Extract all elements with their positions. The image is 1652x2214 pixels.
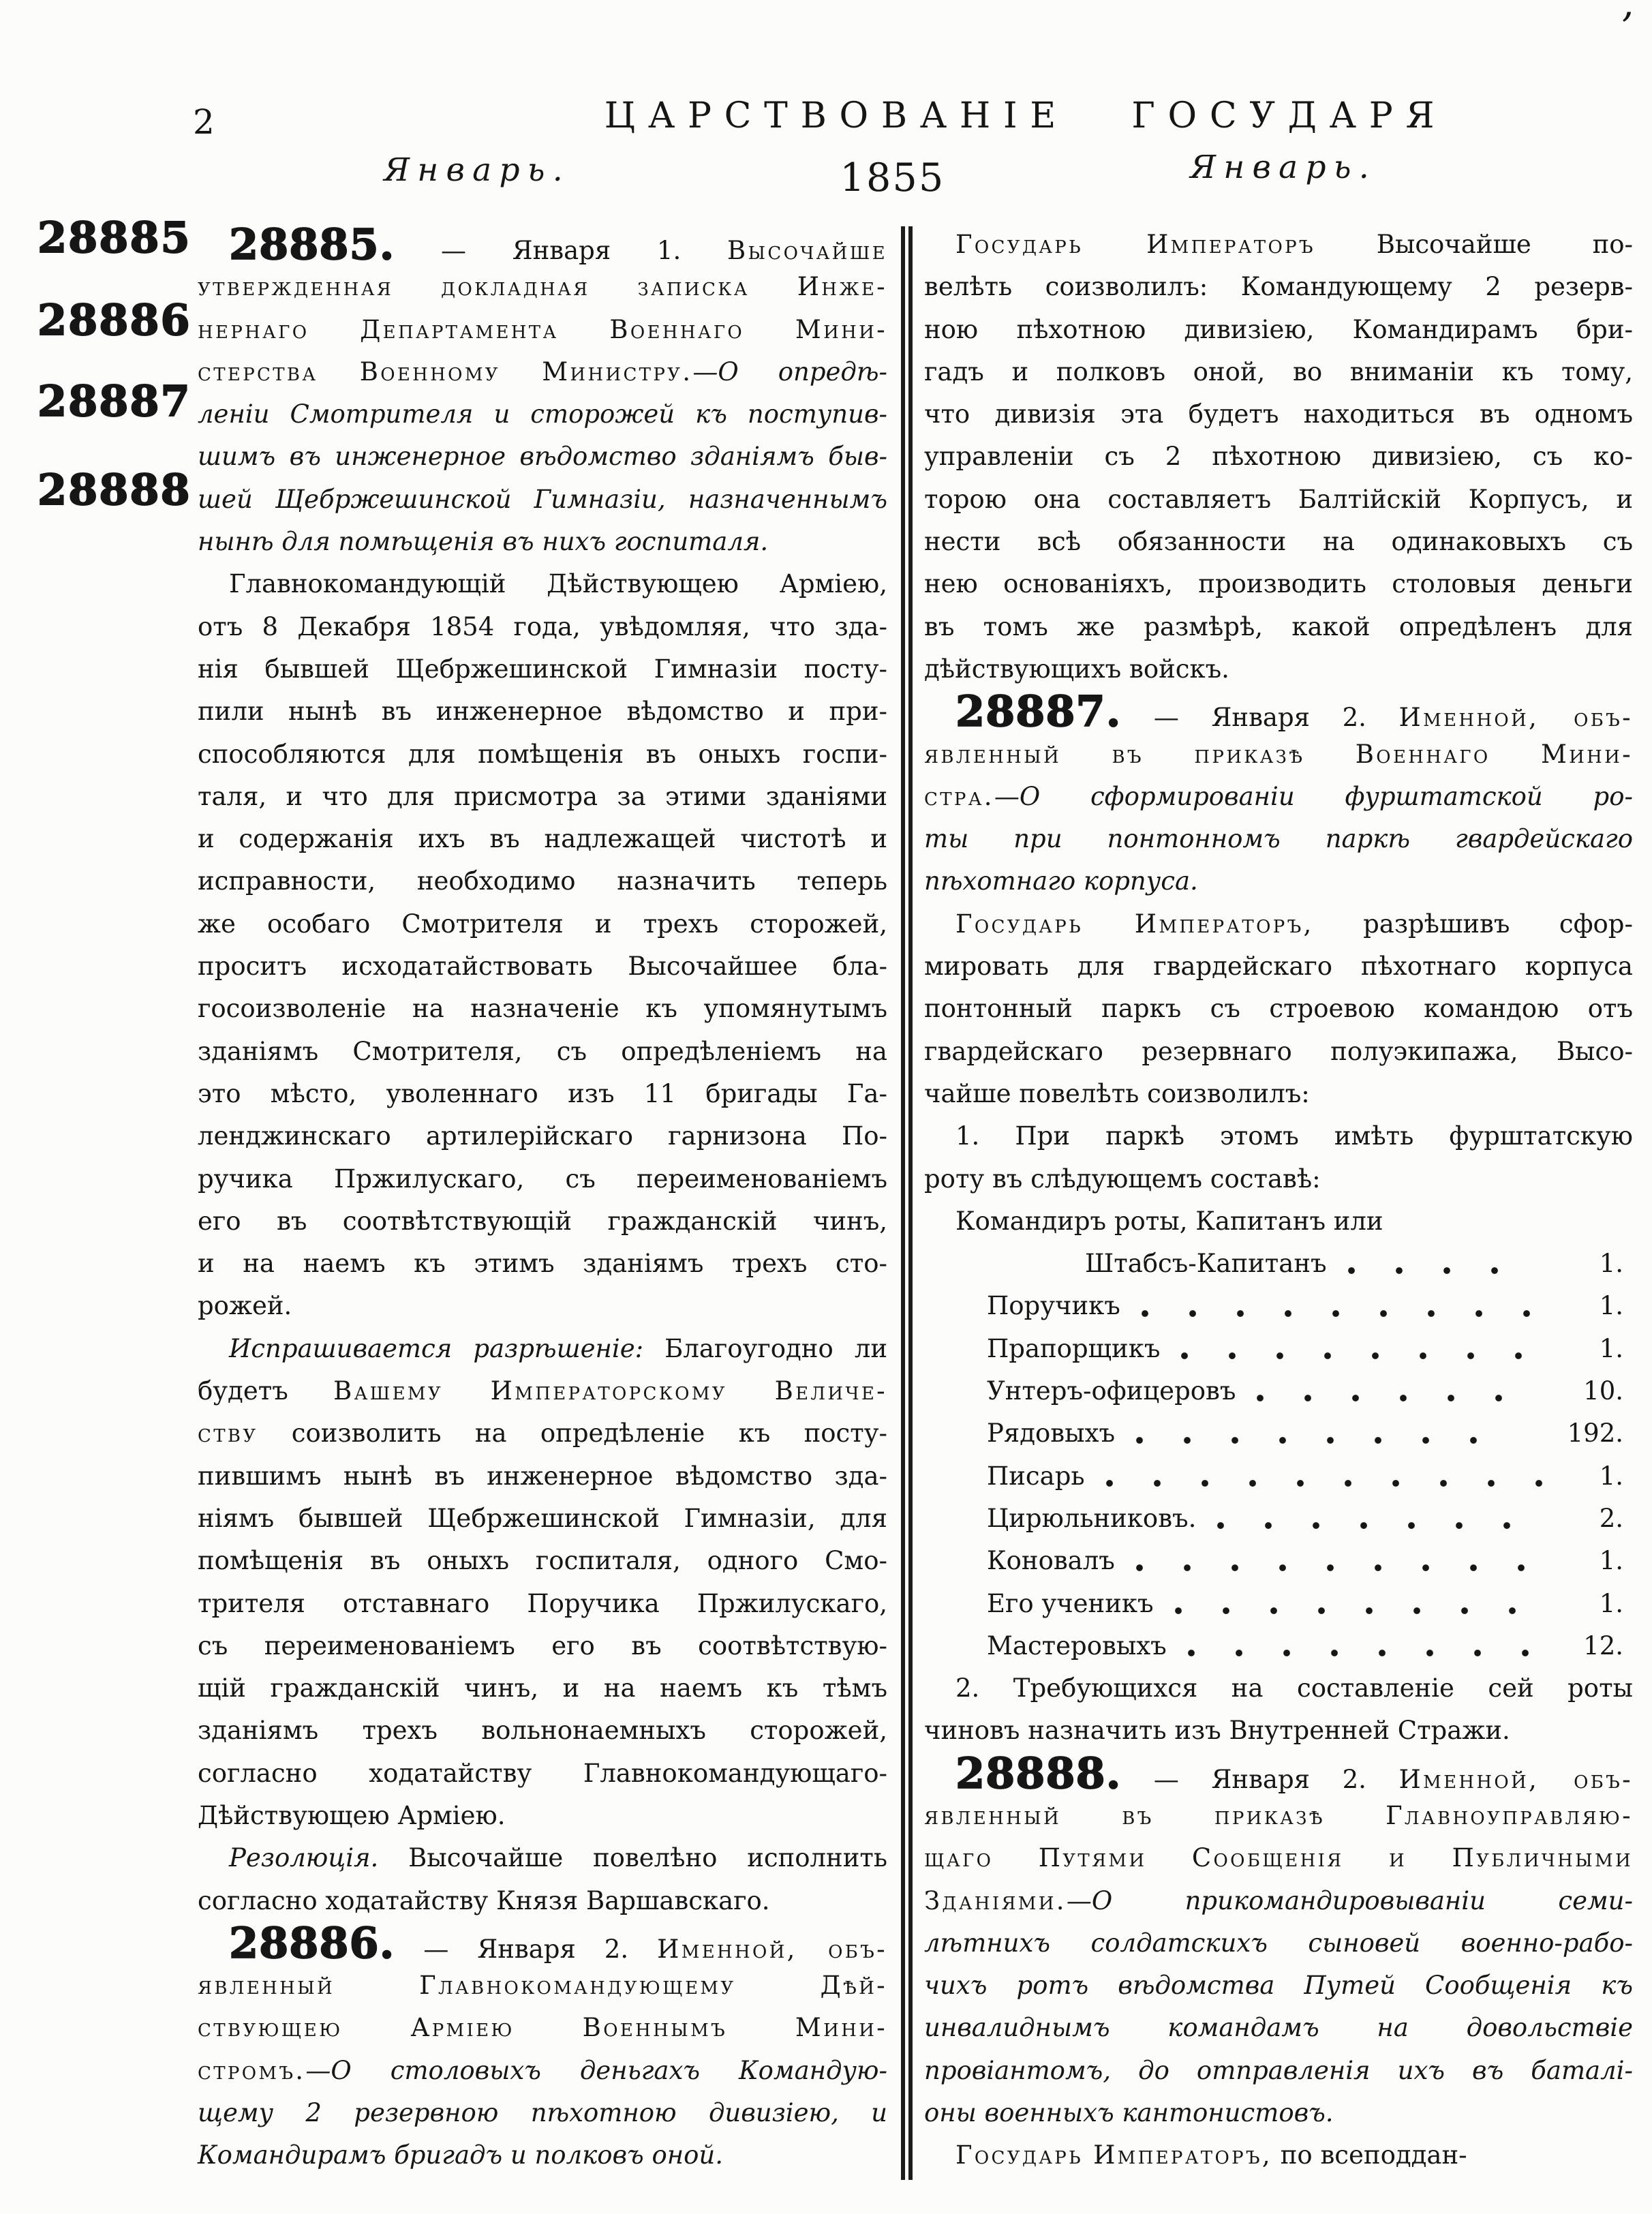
text-line bbox=[924, 686, 1633, 737]
text-segment: зданіямъ трехъ вольнонаемныхъ сторожей, bbox=[198, 1716, 887, 1746]
text-line bbox=[924, 1031, 1633, 1073]
text-line bbox=[924, 1200, 1633, 1243]
leader-dots bbox=[1256, 1394, 1533, 1402]
text-segment: согласно ходатайству Главнокомандующаго- bbox=[198, 1758, 887, 1788]
leader-dots bbox=[1135, 1436, 1517, 1444]
text-segment: чайше повелѣть соизволилъ: bbox=[924, 1078, 1310, 1108]
text-segment: Вашему Императорскому Величе- bbox=[333, 1376, 887, 1406]
text-segment: —О столовыхъ деньгахъ Командую- bbox=[305, 2055, 887, 2085]
page-title: ЦАРСТВОВАНІЕ ГОСУДАРЯ bbox=[604, 95, 1448, 136]
text-line bbox=[924, 309, 1633, 351]
text-line bbox=[198, 1158, 887, 1200]
text-segment: стромъ. bbox=[198, 2055, 306, 2085]
roster-row bbox=[924, 1412, 1633, 1455]
text-segment: съ переименованіемъ его въ соотвѣтствую- bbox=[198, 1631, 887, 1660]
text-line bbox=[198, 2050, 887, 2092]
text-line bbox=[198, 1412, 887, 1455]
roster-label: Цирюльниковъ. bbox=[987, 1503, 1197, 1533]
column-divider-rule bbox=[901, 226, 913, 2180]
text-segment: 2. Требующихся на составленіе сей роты bbox=[955, 1673, 1633, 1703]
text-segment: ству bbox=[198, 1419, 258, 1449]
roster-value: 1. bbox=[1599, 1333, 1623, 1363]
text-segment: ною пѣхотною дивизіею, Командирамъ бри- bbox=[924, 314, 1633, 344]
text-line bbox=[198, 393, 887, 436]
text-segment: его въ соотвѣтствующій гражданскій чинъ, bbox=[198, 1206, 887, 1236]
text-segment: рожей. bbox=[198, 1291, 292, 1321]
text-line bbox=[924, 2050, 1633, 2092]
text-line bbox=[198, 1073, 887, 1115]
text-line bbox=[198, 521, 887, 563]
text-line bbox=[198, 860, 887, 903]
text-line bbox=[198, 1583, 887, 1625]
text-line bbox=[198, 1370, 887, 1412]
text-segment: Высочайше по- bbox=[1315, 230, 1634, 259]
text-line bbox=[924, 1667, 1633, 1710]
roster-value: 2. bbox=[1599, 1503, 1623, 1533]
month-header-left: Январь. bbox=[384, 151, 570, 189]
text-line bbox=[924, 1880, 1633, 1922]
text-line bbox=[924, 2092, 1633, 2134]
text-segment: и содержанія ихъ въ надлежащей чистотѣ и bbox=[198, 824, 887, 854]
text-segment: Зданіями. bbox=[924, 1885, 1067, 1915]
text-line bbox=[198, 1625, 887, 1667]
text-segment: способляются для помѣщенія въ оныхъ госпи- bbox=[198, 739, 887, 769]
text-segment: щаго Путями Сообщенія и Публичными bbox=[924, 1843, 1633, 1873]
text-segment: согласно ходатайству Князя Варшавскаго. bbox=[198, 1885, 770, 1915]
text-segment: зданіямъ Смотрителя, съ опредѣленіемъ на bbox=[198, 1036, 887, 1066]
text-line bbox=[924, 224, 1633, 266]
text-line bbox=[924, 2134, 1633, 2177]
text-line bbox=[198, 733, 887, 776]
text-segment: шей Щебржешинской Гимназіи, назначеннымъ bbox=[198, 484, 887, 514]
text-line bbox=[198, 988, 887, 1030]
text-line bbox=[198, 1031, 887, 1073]
text-segment: —О прикомандировываніи семи- bbox=[1066, 1885, 1633, 1915]
text-segment: разрѣшивъ сфор- bbox=[1313, 909, 1633, 939]
roster-value: 12. bbox=[1583, 1631, 1623, 1660]
text-line bbox=[924, 988, 1633, 1030]
margin-entry-number: 28885 bbox=[37, 213, 192, 262]
text-line bbox=[198, 903, 887, 945]
text-segment: госоизволеніе на назначеніе къ упомянутымъ bbox=[198, 994, 887, 1024]
text-segment: нынѣ для помѣщенія въ нихъ госпиталя. bbox=[198, 527, 769, 557]
text-line bbox=[924, 1748, 1633, 1798]
corner-ink-mark: ’ bbox=[1621, 4, 1634, 50]
text-segment: мировать для гвардейскаго пѣхотнаго корпуса bbox=[924, 952, 1633, 982]
text-segment: ты при понтонномъ паркѣ гвардейскаго bbox=[924, 824, 1633, 854]
text-line bbox=[198, 2134, 887, 2177]
text-line bbox=[198, 776, 887, 818]
roster-label: Штабсъ-Капитанъ bbox=[1085, 1249, 1327, 1279]
text-segment: Именной, объ- bbox=[1398, 703, 1633, 733]
text-line bbox=[198, 309, 887, 351]
text-segment: управленіи съ 2 пѣхотною дивизіею, съ ко- bbox=[924, 442, 1633, 472]
text-line bbox=[198, 1667, 887, 1710]
text-line bbox=[924, 903, 1633, 945]
text-segment: нею основаніяхъ, производить столовыя деньги bbox=[924, 569, 1633, 599]
roster-row bbox=[924, 1540, 1633, 1582]
text-line bbox=[198, 818, 887, 860]
text-segment: ручика Пржилускаго, съ переименованіемъ bbox=[198, 1164, 887, 1194]
text-segment: Резолюція. bbox=[229, 1843, 379, 1873]
roster-row bbox=[924, 1285, 1633, 1327]
text-column-right bbox=[924, 224, 1633, 2177]
text-segment: 28886. bbox=[229, 1917, 395, 1968]
leader-dots bbox=[1174, 1607, 1549, 1615]
text-segment: Государь Императоръ, bbox=[955, 2140, 1272, 2170]
text-line bbox=[198, 1965, 887, 2007]
text-segment: пили нынѣ въ инженерное вѣдомство и при- bbox=[198, 697, 887, 727]
text-line bbox=[924, 1115, 1633, 1157]
text-segment: роту въ слѣдующемъ составѣ: bbox=[924, 1164, 1321, 1194]
text-segment: гвардейскаго резервнаго полуэкипажа, Высо- bbox=[924, 1036, 1633, 1066]
text-segment: понтонный паркъ съ строевою командою отъ bbox=[924, 994, 1633, 1024]
text-line bbox=[198, 2007, 887, 2049]
text-line bbox=[924, 1837, 1633, 1879]
text-segment: нернаго Департамента Военнаго Мини- bbox=[198, 314, 887, 344]
text-segment: Высочайше повелѣно исполнить bbox=[378, 1843, 887, 1873]
text-line bbox=[924, 776, 1633, 818]
text-segment: Государь Императоръ bbox=[955, 230, 1315, 259]
roster-row bbox=[924, 1370, 1633, 1412]
text-segment: по всеподдан- bbox=[1272, 2140, 1467, 2170]
text-segment: Именной, объ- bbox=[657, 1934, 887, 1964]
text-line bbox=[924, 266, 1633, 308]
text-line bbox=[198, 266, 887, 308]
text-segment: 28887. bbox=[955, 686, 1122, 737]
text-segment: таля, и что для присмотра за этими зданіями bbox=[198, 781, 887, 811]
text-segment: велѣть соизволилъ: Командующему 2 резерв- bbox=[924, 272, 1633, 302]
text-segment: шимъ въ инженерное вѣдомство зданіямъ быв- bbox=[198, 442, 887, 472]
text-line bbox=[198, 1498, 887, 1540]
text-segment: явленный въ приказѣ Военнаго Мини- bbox=[924, 739, 1633, 769]
text-line bbox=[924, 393, 1633, 436]
roster-row bbox=[924, 1243, 1633, 1285]
text-segment: это мѣсто, уволеннаго изъ 11 бригады Га- bbox=[198, 1078, 887, 1108]
text-segment: утвержденная докладная записка Инже- bbox=[198, 272, 887, 302]
text-line bbox=[924, 1710, 1633, 1752]
text-segment: леніи Смотрителя и сторожей къ поступив- bbox=[198, 399, 887, 429]
text-segment: инвалиднымъ командамъ на довольствіе bbox=[924, 2013, 1633, 2043]
text-segment: нія бывшей Щебржешинской Гимназіи посту- bbox=[198, 654, 887, 684]
roster-label: Поручикъ bbox=[987, 1291, 1120, 1321]
roster-value: 1. bbox=[1599, 1249, 1623, 1279]
text-segment: — Января 1. bbox=[395, 236, 727, 265]
roster-value: 1. bbox=[1599, 1291, 1623, 1321]
text-segment: что дивизія эта будетъ находиться въ одномъ bbox=[924, 399, 1633, 429]
text-segment: — Января 2. bbox=[1121, 703, 1399, 733]
roster-label: Мастеровыхъ bbox=[987, 1631, 1167, 1660]
roster-row bbox=[924, 1498, 1633, 1540]
text-segment: стра. bbox=[924, 781, 994, 811]
text-segment: Благоугодно ли bbox=[643, 1333, 887, 1363]
text-line bbox=[198, 606, 887, 648]
text-line bbox=[198, 1795, 887, 1837]
leader-dots bbox=[1217, 1521, 1548, 1530]
text-segment: Главнокомандующій Дѣйствующею Арміею, bbox=[229, 569, 887, 599]
leader-dots bbox=[1135, 1564, 1549, 1572]
text-line bbox=[924, 648, 1633, 691]
text-segment: 1. При паркѣ этомъ имѣть фурштатскую bbox=[955, 1121, 1633, 1151]
roster-label: Писарь bbox=[987, 1461, 1085, 1491]
text-segment: Командирамъ бригадъ и полковъ оной. bbox=[198, 2140, 723, 2170]
text-segment: — Января 2. bbox=[395, 1934, 658, 1964]
leader-dots bbox=[1105, 1479, 1549, 1487]
leader-dots bbox=[1180, 1352, 1548, 1360]
text-segment: чиновъ назначить изъ Внутренней Стражи. bbox=[924, 1716, 1510, 1746]
roster-label: Прапорщикъ bbox=[987, 1333, 1161, 1363]
text-segment: будетъ bbox=[198, 1376, 334, 1406]
roster-value: 10. bbox=[1583, 1376, 1623, 1406]
leader-dots bbox=[1187, 1649, 1533, 1657]
text-segment: соизволить на опредѣленіе къ посту- bbox=[258, 1419, 887, 1449]
text-segment: явленный Главнокомандующему Дѣй- bbox=[198, 1971, 887, 2001]
text-segment: Дѣйствующею Арміею. bbox=[198, 1800, 506, 1830]
roster-row bbox=[924, 1583, 1633, 1625]
text-segment: трителя отставнаго Поручика Пржилускаго, bbox=[198, 1588, 887, 1618]
text-segment: же особаго Смотрителя и трехъ сторожей, bbox=[198, 909, 887, 939]
text-line bbox=[924, 563, 1633, 605]
text-segment: пившимъ нынѣ въ инженерное вѣдомство зда- bbox=[198, 1461, 887, 1491]
text-line bbox=[198, 479, 887, 521]
text-segment: дѣйствующихъ войскъ. bbox=[924, 654, 1229, 684]
text-segment: нести всѣ обязанности на одинаковыхъ съ bbox=[924, 527, 1633, 557]
text-line bbox=[198, 691, 887, 733]
leader-dots bbox=[1141, 1309, 1549, 1318]
text-line bbox=[924, 1073, 1633, 1115]
text-line bbox=[924, 945, 1633, 988]
text-segment: помѣщенія въ оныхъ госпиталя, одного Смо- bbox=[198, 1546, 887, 1576]
roster-row bbox=[924, 1328, 1633, 1370]
text-column-left bbox=[198, 219, 887, 2177]
text-line bbox=[924, 818, 1633, 860]
text-segment: Испрашивается разрѣшеніе: bbox=[229, 1333, 644, 1363]
text-line bbox=[924, 733, 1633, 776]
margin-entry-number: 28887 bbox=[37, 376, 192, 426]
text-segment: Именной, объ- bbox=[1398, 1764, 1633, 1794]
text-line bbox=[198, 945, 887, 988]
text-line bbox=[924, 521, 1633, 563]
text-segment: провіантомъ, до отправленія ихъ въ баталі- bbox=[924, 2055, 1633, 2085]
text-line bbox=[198, 436, 887, 478]
text-segment: — Января 2. bbox=[1121, 1764, 1399, 1794]
text-segment: торою она составляетъ Балтійскій Корпусъ, и bbox=[924, 484, 1633, 514]
text-segment: Государь Императоръ, bbox=[955, 909, 1314, 939]
text-line bbox=[924, 606, 1633, 648]
text-segment: проситъ исходатайствовать Высочайшее бла- bbox=[198, 952, 887, 982]
margin-entry-number: 28888 bbox=[37, 465, 192, 515]
page-number: 2 bbox=[193, 102, 215, 142]
margin-entry-number: 28886 bbox=[37, 295, 192, 345]
text-segment: 28885. bbox=[229, 219, 395, 269]
roster-value: 1. bbox=[1599, 1546, 1623, 1576]
text-segment: и на наемъ къ этимъ зданіямъ трехъ сто- bbox=[198, 1249, 887, 1279]
text-segment: ніямъ бывшей Щебржешинской Гимназіи, для bbox=[198, 1503, 887, 1533]
text-segment: щему 2 резервною пѣхотною дивизіею, и bbox=[198, 2098, 887, 2128]
text-line bbox=[924, 2007, 1633, 2049]
text-segment: пѣхотнаго корпуса. bbox=[924, 866, 1198, 896]
text-line bbox=[198, 1200, 887, 1243]
roster-value: 1. bbox=[1599, 1588, 1623, 1618]
text-segment: 28888. bbox=[955, 1748, 1122, 1798]
text-line bbox=[198, 1753, 887, 1795]
text-segment: отъ 8 Декабря 1854 года, увѣдомляя, что зда- bbox=[198, 611, 887, 641]
text-line bbox=[198, 648, 887, 691]
text-line bbox=[198, 1540, 887, 1582]
text-line bbox=[198, 351, 887, 393]
text-line bbox=[924, 351, 1633, 393]
text-segment: гадъ и полковъ оной, во вниманіи къ тому, bbox=[924, 357, 1633, 386]
roster-row bbox=[924, 1455, 1633, 1498]
text-line bbox=[198, 1880, 887, 1922]
text-line bbox=[924, 1965, 1633, 2007]
text-line bbox=[198, 1285, 887, 1327]
roster-value: 1. bbox=[1599, 1461, 1623, 1491]
text-segment: чихъ ротъ вѣдомства Путей Сообщенія къ bbox=[924, 1971, 1633, 2001]
text-line bbox=[924, 1158, 1633, 1200]
text-segment: Высочайше bbox=[726, 236, 887, 265]
text-segment: ствующею Арміею Военнымъ Мини- bbox=[198, 2013, 887, 2043]
roster-value: 192. bbox=[1567, 1419, 1623, 1449]
year-header: 1855 bbox=[840, 155, 945, 200]
text-line bbox=[924, 1922, 1633, 1965]
text-line bbox=[198, 1328, 887, 1370]
text-line bbox=[924, 1795, 1633, 1837]
leader-dots bbox=[1347, 1267, 1500, 1275]
text-segment: —О опредѣ- bbox=[692, 357, 887, 386]
text-line bbox=[198, 1455, 887, 1498]
text-line bbox=[198, 2092, 887, 2134]
text-segment: щій гражданскій чинъ, и на наемъ къ тѣмъ bbox=[198, 1673, 887, 1703]
text-segment: Командиръ роты, Капитанъ или bbox=[955, 1206, 1383, 1236]
text-segment: исправности, необходимо назначить теперь bbox=[198, 866, 887, 896]
text-segment: въ томъ же размѣрѣ, какой опредѣленъ для bbox=[924, 611, 1633, 641]
text-segment: стерства Военному Министру. bbox=[198, 357, 693, 386]
month-header-right: Январь. bbox=[1190, 149, 1377, 186]
roster-row bbox=[924, 1625, 1633, 1667]
text-segment: —О сформированіи фурштатской ро- bbox=[994, 781, 1633, 811]
roster-label: Коновалъ bbox=[987, 1546, 1115, 1576]
text-line bbox=[198, 563, 887, 605]
text-line bbox=[198, 1243, 887, 1285]
text-line bbox=[924, 436, 1633, 478]
text-line bbox=[198, 1917, 887, 1968]
text-line bbox=[198, 219, 887, 269]
text-segment: лѣтнихъ солдатскихъ сыновей военно-рабо- bbox=[924, 1928, 1633, 1958]
text-line bbox=[198, 1115, 887, 1157]
text-line bbox=[198, 1710, 887, 1752]
roster-label: Его ученикъ bbox=[987, 1588, 1154, 1618]
roster-label: Унтеръ-офицеровъ bbox=[987, 1376, 1236, 1406]
text-line bbox=[924, 479, 1633, 521]
roster-label: Рядовыхъ bbox=[987, 1419, 1115, 1449]
text-segment: оны военныхъ кантонистовъ. bbox=[924, 2098, 1334, 2128]
text-segment: явленный въ приказѣ Главноуправляю- bbox=[924, 1800, 1633, 1830]
text-segment: ленджинскаго артилерійскаго гарнизона По- bbox=[198, 1121, 887, 1151]
text-line bbox=[198, 1837, 887, 1879]
text-line bbox=[924, 860, 1633, 903]
